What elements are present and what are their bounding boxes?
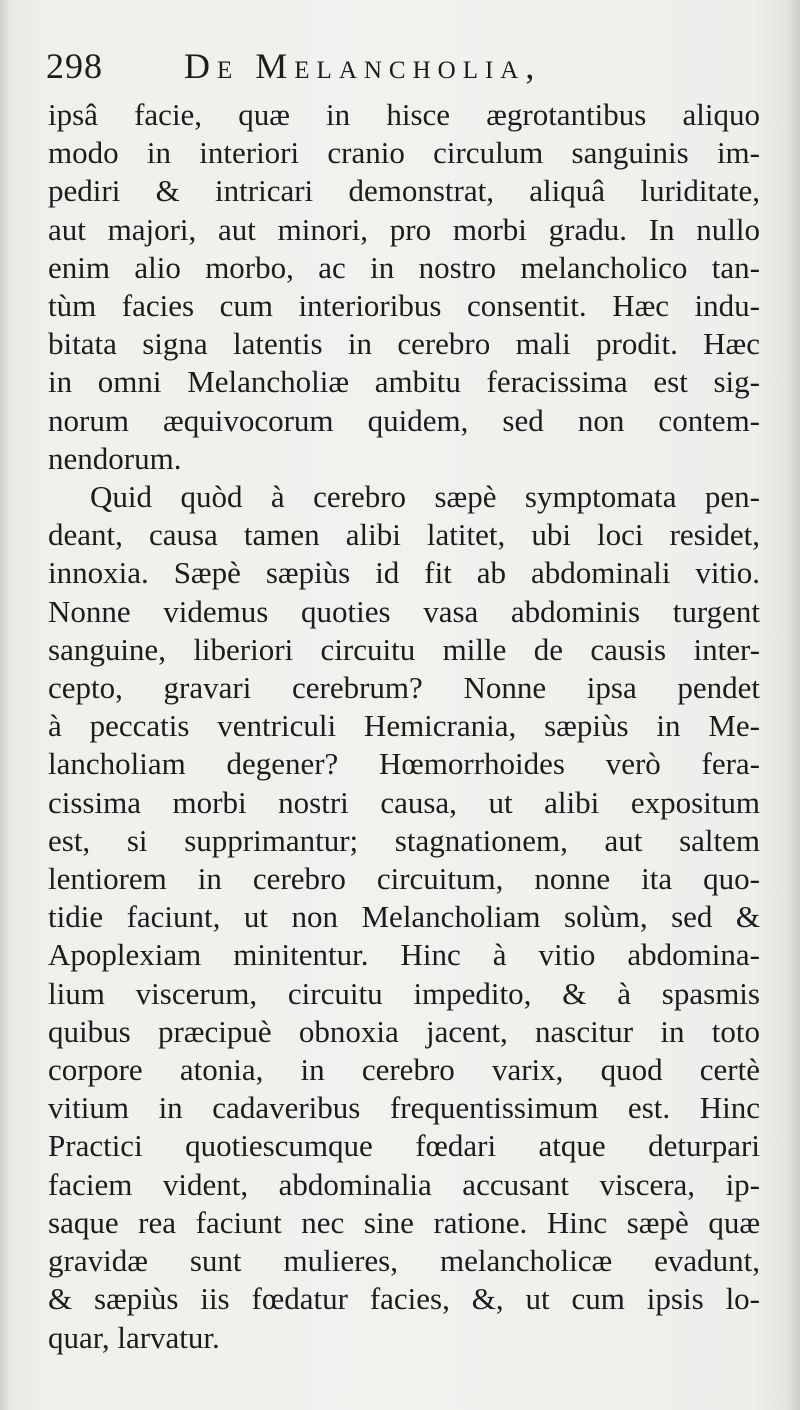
page-edge-left: [0, 0, 10, 1410]
text-line: lentiorem in cerebro circuitum, nonne ita quo-: [48, 861, 760, 897]
page-number: 298: [46, 46, 103, 86]
paragraph: [48, 478, 760, 1357]
text-line: tùm facies cum interioribus consentit. Hæc indu-: [48, 288, 760, 324]
text-line: Nonne videmus quoties vasa abdominis turgent: [48, 593, 760, 629]
text-line: quar, larvatur.: [48, 1319, 220, 1355]
text-line: quibus præcipuè obnoxia jacent, nascitur in toto: [48, 1013, 760, 1049]
text-line: in omni Melancholiæ ambitu feracissima est sig-: [48, 364, 760, 400]
text-line: Apoplexiam minitentur. Hinc à vitio abdomina-: [48, 937, 760, 973]
running-head: De Melancholia,: [184, 46, 542, 86]
text-line: pediri & intricari demonstrat, aliquâ luriditate,: [48, 173, 760, 209]
text-line: vitium in cadaveribus frequentissimum est. Hinc: [48, 1090, 760, 1126]
text-line: Quid quòd à cerebro sæpè symptomata pen-: [90, 479, 760, 515]
text-line: corpore atonia, in cerebro varix, quod certè: [48, 1052, 760, 1088]
text-line: nendorum.: [48, 440, 182, 476]
body-text: [48, 96, 760, 1357]
text-line: ipsâ facie, quæ in hisce ægrotantibus aliquo: [48, 97, 760, 132]
page-header: [46, 44, 758, 88]
text-line: deant, causa tamen alibi latitet, ubi loci residet,: [48, 517, 760, 553]
page-edge-right: [786, 0, 800, 1410]
text-line: Practici quotiescumque fœdari atque deturpari: [48, 1128, 760, 1164]
text-line: tidie faciunt, ut non Melancholiam solùm, sed &: [48, 899, 760, 935]
text-line: saque rea faciunt nec sine ratione. Hinc sæpè quæ: [48, 1204, 760, 1240]
text-line: faciem vident, abdominalia accusant viscera, ip-: [48, 1166, 760, 1202]
text-line: enim alio morbo, ac in nostro melancholico tan-: [48, 249, 760, 285]
paragraph: [48, 96, 760, 478]
text-line: lancholiam degener? Hœmorrhoides verò fera-: [48, 746, 760, 782]
text-line: aut majori, aut minori, pro morbi gradu. In nullo: [48, 211, 760, 247]
text-line: bitata signa latentis in cerebro mali prodit. Hæc: [48, 326, 760, 362]
text-line: cepto, gravari cerebrum? Nonne ipsa pendet: [48, 670, 760, 706]
text-line: à peccatis ventriculi Hemicrania, sæpiùs in Me-: [48, 708, 760, 744]
text-line: modo in interiori cranio circulum sanguinis im-: [48, 135, 760, 171]
text-line: cissima morbi nostri causa, ut alibi expositum: [48, 784, 760, 820]
text-line: norum æquivocorum quidem, sed non contem-: [48, 402, 760, 438]
text-line: gravidæ sunt mulieres, melancholicæ evadunt,: [48, 1243, 760, 1279]
text-line: innoxia. Sæpè sæpiùs id fit ab abdominali vitio.: [48, 555, 760, 591]
text-line: sanguine, liberiori circuitu mille de causis inter-: [48, 631, 760, 667]
text-line: lium viscerum, circuitu impedito, & à spasmis: [48, 975, 760, 1011]
text-line: est, si supprimantur; stagnationem, aut saltem: [48, 822, 760, 858]
text-line: & sæpiùs iis fœdatur facies, &, ut cum ipsis lo-: [48, 1281, 760, 1317]
